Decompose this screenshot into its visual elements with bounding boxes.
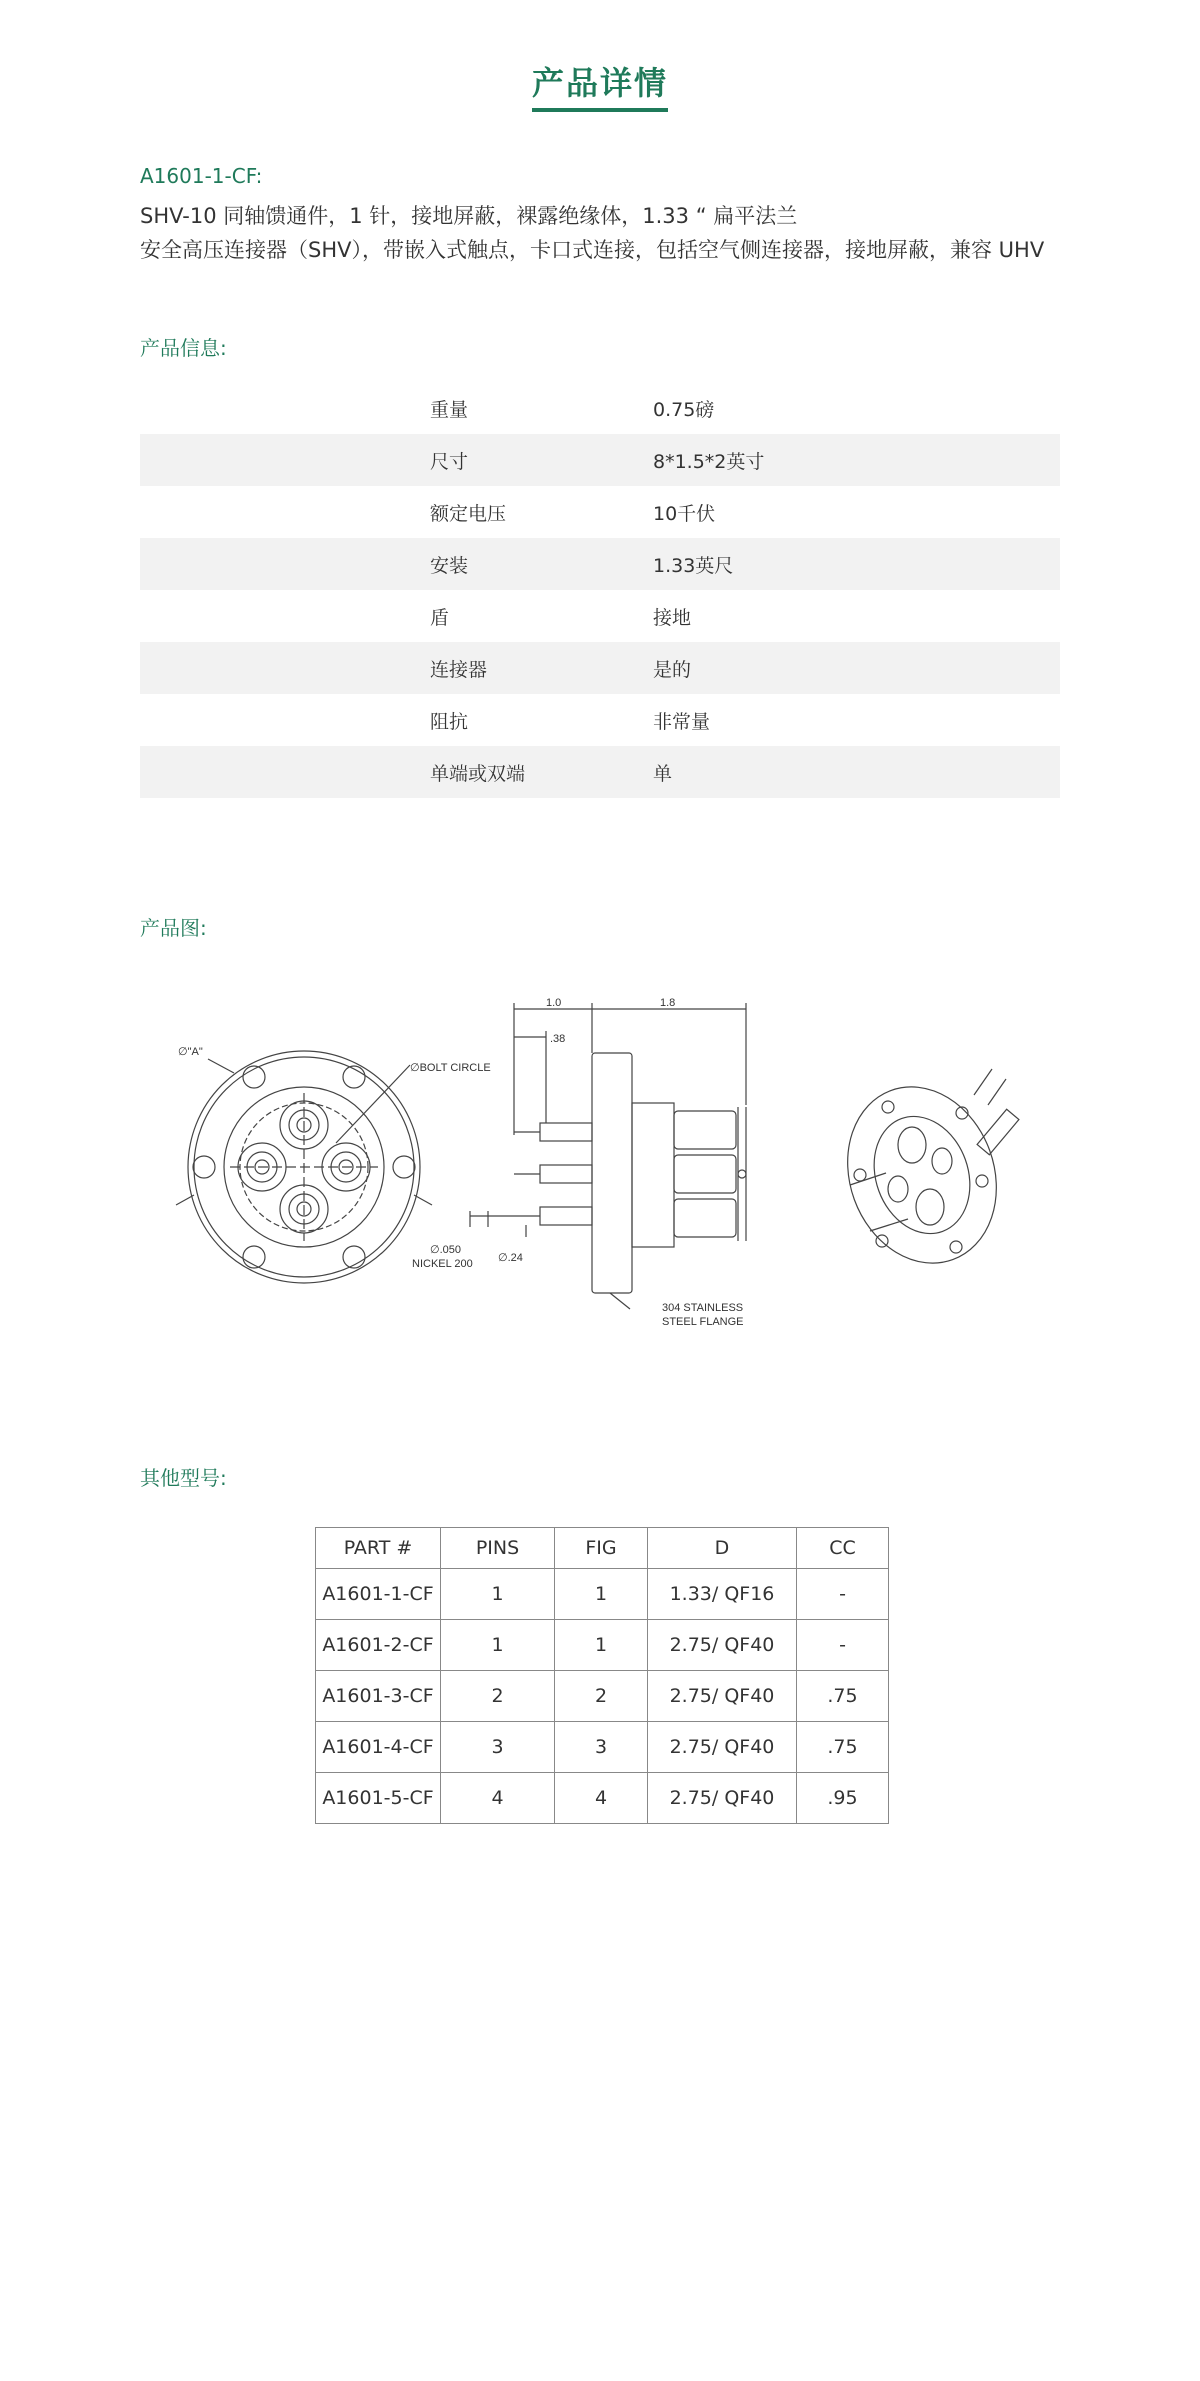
info-value: 接地 [653,606,692,629]
nickel-label: NICKEL 200 [412,1258,473,1270]
table-row [140,642,1060,694]
cell-d: 2.75/ QF40 [648,1773,797,1824]
cell-fig: 4 [555,1773,648,1824]
cell-part: A1601-5-CF [316,1773,441,1824]
table-row [316,1773,889,1824]
cell-part: A1601-3-CF [316,1671,441,1722]
col-header-fig: FIG [555,1528,648,1569]
info-key: 尺寸 [140,434,653,486]
cell-pins: 1 [441,1569,555,1620]
info-key: 连接器 [140,642,653,694]
table-row [316,1671,889,1722]
cell-part: A1601-4-CF [316,1722,441,1773]
table-row [316,1569,889,1620]
table-row [316,1620,889,1671]
table-row [140,486,1060,538]
info-key: 单端或双端 [140,746,653,798]
cell-d: 2.75/ QF40 [648,1722,797,1773]
cell-d: 2.75/ QF40 [648,1671,797,1722]
info-value: 是的 [653,642,1060,694]
info-value: 10千伏 [653,502,716,525]
isometric-view [824,1066,1021,1284]
info-key: 阻抗 [430,710,469,733]
flange-label-1: 304 STAINLESS [662,1302,744,1314]
info-key: 盾 [430,606,450,629]
model-number: A1601-1-CF: [140,164,263,188]
cell-part: A1601-2-CF [316,1620,441,1671]
other-models-table [315,1527,889,1824]
table-row [140,434,1060,486]
table-row [140,746,1060,798]
cell-d: 2.75/ QF40 [648,1620,797,1671]
cell-cc: .75 [797,1671,889,1722]
cell-d: 1.33/ QF16 [648,1569,797,1620]
table-row [140,590,1060,642]
table-header-row [316,1528,889,1569]
cell-fig: 3 [555,1722,648,1773]
info-value: 1.33英尺 [653,538,1060,590]
col-header-pins: PINS [441,1528,555,1569]
other-models-heading: 其他型号: [140,1466,227,1490]
info-key: 安装 [140,538,653,590]
description-line-1: SHV-10 同轴馈通件，1 针，接地屏蔽，裸露绝缘体，1.33 “ 扁平法兰 [140,204,798,228]
cell-cc: - [797,1569,889,1620]
info-key: 额定电压 [430,502,507,525]
product-drawing [170,975,1050,1335]
dim-24-label: ∅.24 [498,1252,523,1264]
product-info-table [140,382,1060,798]
table-row [140,538,1060,590]
cell-fig: 1 [555,1620,648,1671]
dia-a-label: ∅"A" [178,1046,203,1058]
bolt-circle-label: ∅BOLT CIRCLE [410,1062,491,1074]
cell-pins: 3 [441,1722,555,1773]
dim-38-label: .38 [550,1033,566,1045]
table-row [140,694,1060,746]
cell-cc: - [797,1620,889,1671]
dim-1-8-label: 1.8 [660,997,676,1009]
dim-1-0-label: 1.0 [546,997,562,1009]
product-info-heading: 产品信息: [140,336,227,360]
product-figure-heading: 产品图: [140,916,207,940]
flange-label-2: STEEL FLANGE [662,1316,744,1328]
cell-pins: 4 [441,1773,555,1824]
table-row [316,1722,889,1773]
cell-pins: 2 [441,1671,555,1722]
info-key: 重量 [430,398,469,421]
cell-pins: 1 [441,1620,555,1671]
col-header-d: D [648,1528,797,1569]
pin-diameter-label: ∅.050 [430,1244,461,1256]
cell-part: A1601-1-CF [316,1569,441,1620]
cell-fig: 1 [555,1569,648,1620]
page-title: 产品详情 [0,58,1200,112]
info-value: 单 [653,746,1060,798]
cell-cc: .75 [797,1722,889,1773]
cell-fig: 2 [555,1671,648,1722]
info-value: 非常量 [653,710,711,733]
col-header-cc: CC [797,1528,889,1569]
cell-cc: .95 [797,1773,889,1824]
info-value: 0.75磅 [653,398,715,421]
col-header-part: PART # [316,1528,441,1569]
front-view [176,1051,432,1283]
table-row [140,382,1060,434]
info-value: 8*1.5*2英寸 [653,434,1060,486]
description-line-2: 安全高压连接器（SHV），带嵌入式触点，卡口式连接，包括空气侧连接器，接地屏蔽，兼容 UHV [140,238,1045,262]
